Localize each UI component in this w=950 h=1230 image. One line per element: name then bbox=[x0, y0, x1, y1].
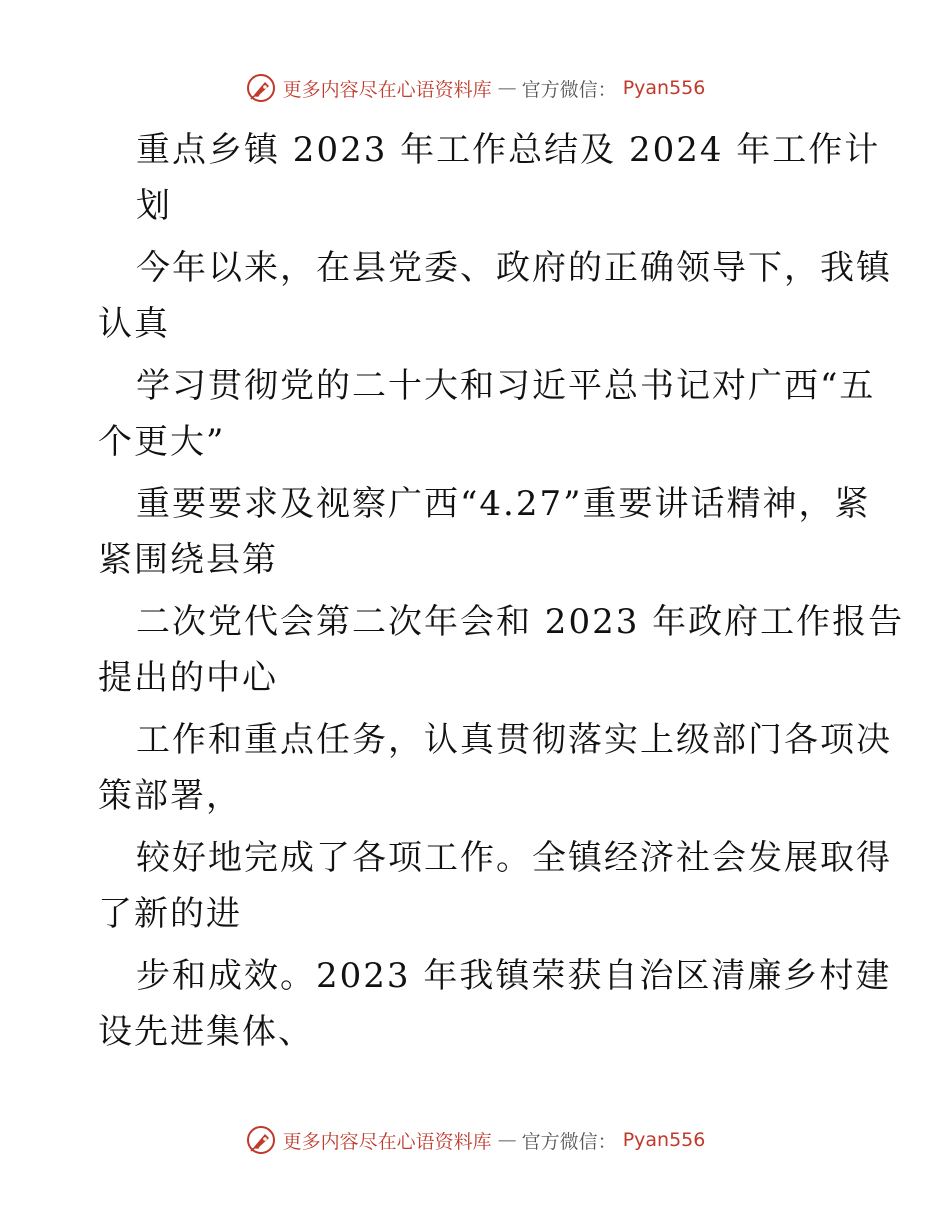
watermark-separator: — bbox=[497, 1129, 516, 1151]
paragraph-line: 设先进集体、 bbox=[98, 1012, 314, 1052]
document-title-line-2: 划 bbox=[136, 186, 172, 226]
footer-watermark bbox=[0, 1124, 950, 1156]
document-title-line-1: 重点乡镇 2023 年工作总结及 2024 年工作计 bbox=[136, 130, 881, 170]
paragraph-line: 步和成效。2023 年我镇荣获自治区清廉乡村建 bbox=[136, 956, 892, 996]
header-watermark bbox=[0, 72, 950, 104]
paragraph-line: 紧围绕县第 bbox=[98, 540, 278, 580]
watermark-library-text: 更多内容尽在心语资料库 bbox=[282, 1130, 492, 1153]
watermark-separator: — bbox=[497, 77, 516, 99]
paragraph-line: 今年以来，在县党委、政府的正确领导下，我镇 bbox=[136, 248, 892, 288]
paragraph-line: 重要要求及视察广西“4.27”重要讲话精神，紧 bbox=[136, 484, 871, 524]
watermark-wechat-label: 官方微信： bbox=[521, 78, 617, 101]
paragraph-line: 个更大” bbox=[98, 422, 226, 462]
watermark-wechat-id: Pyan556 bbox=[622, 1129, 706, 1151]
watermark-wechat-label: 官方微信： bbox=[521, 1130, 617, 1153]
paragraph-line: 提出的中心 bbox=[98, 658, 278, 698]
pen-nib-circle-icon bbox=[245, 72, 277, 104]
paragraph-line: 学习贯彻党的二十大和习近平总书记对广西“五 bbox=[136, 366, 876, 406]
paragraph-line: 策部署， bbox=[98, 776, 242, 816]
paragraph-line: 较好地完成了各项工作。全镇经济社会发展取得 bbox=[136, 838, 892, 878]
paragraph-line: 了新的进 bbox=[98, 894, 242, 934]
paragraph-line: 工作和重点任务，认真贯彻落实上级部门各项决 bbox=[136, 720, 892, 760]
paragraph-line: 二次党代会第二次年会和 2023 年政府工作报告 bbox=[136, 602, 905, 642]
pen-nib-circle-icon bbox=[245, 1124, 277, 1156]
watermark-library-text: 更多内容尽在心语资料库 bbox=[282, 78, 492, 101]
paragraph-line: 认真 bbox=[98, 304, 170, 344]
watermark-wechat-id: Pyan556 bbox=[622, 77, 706, 99]
